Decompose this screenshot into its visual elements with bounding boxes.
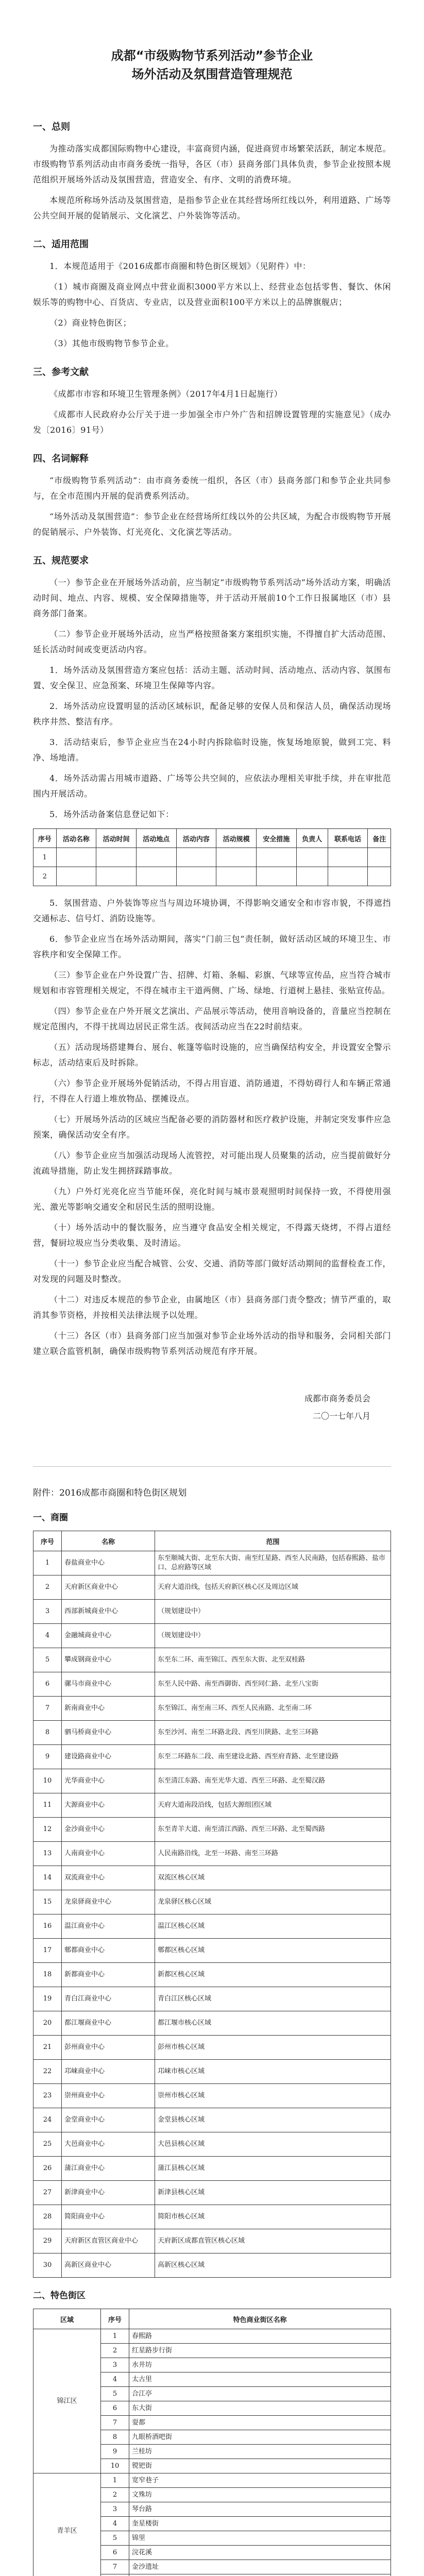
district-range-cell: 高新区核心区域 (155, 2253, 391, 2278)
section-paragraph: （六）参节企业开展场外促销活动，不得占用盲道、消防通道，不得妨碍行人和车辆正常通行，不得在人行道上堆放物品、摆摊设点。 (33, 1078, 391, 1104)
district-range-cell: 青白江区核心区域 (155, 1987, 391, 2011)
table-header-cell: 活动地点 (136, 829, 176, 848)
annex-title: 附件：2016成都市商圈和特色街区规划 (33, 1488, 187, 1498)
title-line-2: 场外活动及氛围营造管理规范 (131, 67, 293, 81)
street-name-cell: 春熙路 (129, 2329, 391, 2344)
section-heading: 一、总则 (33, 122, 70, 132)
district-range-cell: 崇州市核心区域 (155, 2084, 391, 2108)
row-number-cell: 12 (33, 1818, 62, 1842)
row-number-cell: 10 (33, 1769, 62, 1793)
section-paragraph: （四）参节企业在户外开展文艺演出、产品展示等活动，使用音响设备的，音量应当控制在规定范围内，不得干扰周边居民正常生活。夜间活动应当在22时前结束。 (33, 1006, 391, 1031)
street-name-cell: 琴台路 (129, 2502, 391, 2517)
street-name-cell: 镋钯街 (129, 2459, 391, 2473)
row-number-cell: 4 (101, 2517, 129, 2531)
street-name-cell: 锦里 (129, 2531, 391, 2546)
table-header-cell: 序号 (33, 1531, 62, 1551)
table-row (33, 2036, 391, 2060)
row-number-cell: 26 (33, 2157, 62, 2181)
district-name-cell: 金堂商业中心 (62, 2108, 155, 2132)
table-header-cell: 活动名称 (56, 829, 96, 848)
row-number-cell: 17 (33, 1939, 62, 1963)
section-heading: 二、适用范围 (33, 239, 89, 250)
street-name-cell: 红星路步行街 (129, 2344, 391, 2358)
document-title (64, 46, 360, 83)
table-header-cell: 活动时间 (96, 829, 137, 848)
table-row (33, 2011, 391, 2036)
district-range-cell: 东至二环路东二段、南至建设北路、西至府青路、北至建设路 (155, 1745, 391, 1769)
district-range-cell: 大邑县核心区域 (155, 2132, 391, 2157)
section-paragraph: 6．参节企业应当在场外活动期间，落实“门前三包”责任制，做好活动区域的环境卫生、市容秩序和安全保障工作。 (33, 934, 391, 959)
row-number-cell (101, 2574, 129, 2576)
section-paragraph: 《成都市市容和环境卫生管理条例》（2017年4月1日起施行） (49, 389, 283, 399)
section-paragraph: （3）其他市级购物节参节企业。 (49, 338, 174, 348)
district-name-cell: 彭州商业中心 (62, 2036, 155, 2060)
row-number-cell: 3 (33, 1600, 62, 1624)
row-number-cell: 5 (101, 2531, 129, 2546)
table-cell (216, 867, 257, 886)
district-name-cell: 天府新区直管区商业中心 (62, 2229, 155, 2253)
street-name-cell: 文殊坊 (129, 2488, 391, 2502)
row-number-cell: 8 (33, 1721, 62, 1745)
row-number-cell: 18 (33, 1963, 62, 1987)
district-name-cell: 简阳商业中心 (62, 2205, 155, 2229)
district-name-cell: 新都商业中心 (62, 1963, 155, 1987)
table-header-cell: 序号 (33, 829, 57, 848)
row-number-cell: 7 (101, 2560, 129, 2574)
table-cell (368, 867, 391, 886)
district-name-cell: 金沙商业中心 (62, 1818, 155, 1842)
section-paragraph: 5．场外活动备案信息登记如下： (49, 809, 174, 819)
district-range-cell: 东至沙河、南至二环路北段、西至川陕路、北至三环路 (155, 1721, 391, 1745)
table-header-cell: 负责人 (296, 829, 328, 848)
row-number-cell: 21 (33, 2036, 62, 2060)
district-range-cell: （规划建设中） (155, 1600, 391, 1624)
district-name-cell: 建设路商业中心 (62, 1745, 155, 1769)
table-row (33, 1963, 391, 1987)
district-range-cell: 蒲江县核心区域 (155, 2157, 391, 2181)
district-name-cell: 高新区商业中心 (62, 2253, 155, 2278)
district-name-cell: 新南商业中心 (62, 1697, 155, 1721)
row-number-cell: 30 (33, 2253, 62, 2278)
table-row (33, 2253, 391, 2278)
row-number-cell: 9 (33, 1745, 62, 1769)
row-number-cell: 23 (33, 2084, 62, 2108)
table-row (33, 1551, 391, 1575)
section-paragraph: （1）城市商圈及商业网点中营业面积3000平方米以上、经营业态包括零售、餐饮、休闲娱乐等的购物中心、百货店、专业店，以及营业面积100平方米以上的品牌旗舰店； (33, 282, 391, 307)
page-divider (33, 1466, 391, 1467)
section-paragraph: （九）户外灯光亮化应当节能环保，亮化时间与城市景观照明时间保持一致，不得使用强光、激光等影响交通安全和居民生活的照明设施。 (33, 1187, 391, 1212)
district-range-cell: 新津县核心区域 (155, 2181, 391, 2205)
table-cell (296, 867, 328, 886)
table-row (33, 2084, 391, 2108)
table-row (33, 1914, 391, 1939)
district-name-cell: 温江商业中心 (62, 1914, 155, 1939)
district-name-cell: 光华商业中心 (62, 1769, 155, 1793)
table-cell (216, 848, 257, 867)
table-row (33, 1793, 391, 1818)
district-range-cell: 龙泉驿区核心区域 (155, 1890, 391, 1914)
section-paragraph: “场外活动及氛围营造”：参节企业在经营场所红线以外的公共区域，为配合市级购物节开展的促销展示、户外装饰、灯光亮化、文化演艺等活动。 (33, 512, 391, 537)
section-paragraph: （三）参节企业在户外设置广告、招牌、灯箱、条幅、彩旗、气球等宣传品，应当符合城市规划和市容管理相关规定，不得在城市主干道两侧、广场、绿地、行道树上悬挂、张贴宣传品。 (33, 970, 391, 995)
table-cell (96, 848, 137, 867)
district-name-cell: 郫都商业中心 (62, 1939, 155, 1963)
district-range-cell: 天府大道南段沿线，包括大源组团区域 (155, 1793, 391, 1818)
district-range-cell: 邛崃市核心区域 (155, 2060, 391, 2084)
district-name-cell: 天府新区商业中心 (62, 1575, 155, 1600)
row-number-cell: 20 (33, 2011, 62, 2036)
section-paragraph: 1．场外活动及氛围营造方案应包括：活动主题、活动时间、活动地点、活动内容、氛围布置、安全保卫、应急预案、环境卫生保障等内容。 (33, 665, 391, 690)
row-number-cell: 16 (33, 1914, 62, 1939)
activity-registration-table (33, 828, 391, 886)
district-name-cell: 大邑商业中心 (62, 2132, 155, 2157)
street-name-cell: 金沙遗址 (129, 2560, 391, 2574)
table-row (33, 1769, 391, 1793)
row-number-cell: 3 (101, 2502, 129, 2517)
table-cell (328, 867, 368, 886)
table-row (33, 2108, 391, 2132)
section-paragraph: （十一）参节企业应当配合城管、公安、交通、消防等部门做好活动期间的监督检查工作，对发现的问题及时整改。 (33, 1259, 391, 1284)
table-cell (368, 848, 391, 867)
district-range-cell: 双流区核心区域 (155, 1866, 391, 1890)
table-header-cell: 备注 (368, 829, 391, 848)
table-row (33, 1575, 391, 1600)
signature-date: 二〇一七年八月 (312, 1411, 370, 1421)
district-name-cell: 金融城商业中心 (62, 1624, 155, 1648)
row-number-cell: 6 (33, 1672, 62, 1697)
district-range-cell: 郫都区核心区域 (155, 1939, 391, 1963)
section-paragraph: “市级购物节系列活动”：由市商务委统一组织，各区（市）县商务部门和参节企业共同参与，在全市范围内开展的促消费系列活动。 (33, 476, 391, 501)
table-cell (176, 848, 216, 867)
row-number-cell: 1 (101, 2329, 129, 2344)
district-name-cell: 新津商业中心 (62, 2181, 155, 2205)
table-row (33, 2229, 391, 2253)
district-range-cell: 彭州市核心区域 (155, 2036, 391, 2060)
table-cell (328, 848, 368, 867)
section-paragraph: （七）开展场外活动的区域应当配备必要的消防器材和医疗救护设施，并制定突发事件应急预案，确保活动安全有序。 (33, 1114, 391, 1140)
row-number-cell: 27 (33, 2181, 62, 2205)
table-header-cell: 名称 (62, 1531, 155, 1551)
table-row (33, 2060, 391, 2084)
district-range-cell: 金堂县核心区域 (155, 2108, 391, 2132)
table-header-cell: 区域 (33, 2309, 101, 2329)
row-number-cell: 25 (33, 2132, 62, 2157)
section-heading: 四、名词解释 (33, 453, 89, 464)
section-paragraph: 4．场外活动需占用城市道路、广场等公共空间的，应依法办理相关审批手续，并在审批范围内开展活动。 (33, 773, 391, 799)
table-header-cell: 活动规模 (216, 829, 257, 848)
district-name-cell: 驷马桥商业中心 (62, 1721, 155, 1745)
section-paragraph: （八）参节企业应当加强活动现场人流管控，对可能出现人员聚集的活动，应当提前做好分流疏导措施，防止发生拥挤踩踏事故。 (33, 1150, 391, 1176)
table-cell (136, 867, 176, 886)
district-name-cell: 邛崃商业中心 (62, 2060, 155, 2084)
street-name-cell: 浣花溪 (129, 2546, 391, 2560)
row-number-cell: 4 (33, 1624, 62, 1648)
row-number-cell: 10 (101, 2459, 129, 2473)
table-cell: 1 (33, 848, 57, 867)
district-name-cell: 崇州商业中心 (62, 2084, 155, 2108)
district-range-cell: 都江堰市核心区域 (155, 2011, 391, 2036)
section-paragraph: （五）活动现场搭建舞台、展台、帐篷等临时设施的，应当确保结构安全，并设置安全警示标志，活动结束后及时拆除。 (33, 1042, 391, 1067)
row-number-cell: 9 (101, 2445, 129, 2459)
signature-block (33, 1390, 370, 1425)
table-row (33, 1745, 391, 1769)
district-name-cell: 西部新城商业中心 (62, 1600, 155, 1624)
street-name-cell: 东大街 (129, 2401, 391, 2416)
district-range-cell: 东至清江东路、南至光华大道、西至三环路、北至蜀汉路 (155, 1769, 391, 1793)
row-number-cell: 1 (33, 1551, 62, 1575)
district-name-cell: 人南商业中心 (62, 1842, 155, 1866)
district-name-cell: 都江堰商业中心 (62, 2011, 155, 2036)
row-number-cell: 2 (101, 2488, 129, 2502)
table-cell (176, 867, 216, 886)
table-row (33, 1721, 391, 1745)
activity-registration-header (33, 829, 391, 848)
row-number-cell: 28 (33, 2205, 62, 2229)
title-line-1: 成都“市级购物节系列活动”参节企业 (111, 48, 313, 63)
business-district-table (33, 1531, 391, 2278)
street-name-cell: 太古里 (129, 2372, 391, 2387)
district-name-cell: 蒲江商业中心 (62, 2157, 155, 2181)
district-range-cell: 人民南路沿线，北至一环路、南至三环路 (155, 1842, 391, 1866)
signature-org: 成都市商务委员会 (304, 1394, 370, 1403)
row-number-cell: 13 (33, 1842, 62, 1866)
table-row (33, 1842, 391, 1866)
street-name-cell: 宽窄巷子 (129, 2473, 391, 2488)
area-cell: 锦江区 (33, 2329, 101, 2473)
district-range-cell: 东至锦江、南至南三环、西至人民南路、北至南二环 (155, 1697, 391, 1721)
table-header-cell: 活动内容 (176, 829, 216, 848)
district-range-cell: 东至青羊大道、南至清江西路、西至三环路、北至蜀西路 (155, 1818, 391, 1842)
section-paragraph: （2）商业特色街区； (49, 318, 132, 328)
table-cell (56, 848, 96, 867)
annex-section-1-label: 一、商圈 (33, 1513, 68, 1523)
row-number-cell: 2 (33, 1575, 62, 1600)
table-cell (296, 848, 328, 867)
street-name-cell: 合江亭 (129, 2387, 391, 2401)
table-row (33, 1866, 391, 1890)
table-row (33, 1624, 391, 1648)
district-name-cell: 龙泉驿商业中心 (62, 1890, 155, 1914)
district-name-cell: 双流商业中心 (62, 1866, 155, 1890)
street-name-cell: 奎星楼街 (129, 2517, 391, 2531)
table-cell (96, 867, 137, 886)
district-name-cell: 春盐商业中心 (62, 1551, 155, 1575)
district-name-cell: 攀成钢商业中心 (62, 1648, 155, 1672)
row-number-cell: 5 (101, 2387, 129, 2401)
section-paragraph: 5．氛围营造、户外装饰等应当与周边环境协调，不得影响交通安全和市容市貌，不得遮挡交通标志、信号灯、消防设施等。 (33, 898, 391, 923)
district-range-cell: 天府新区成都直管区核心区域 (155, 2229, 391, 2253)
table-row (33, 1648, 391, 1672)
street-name-cell: 兰桂坊 (129, 2445, 391, 2459)
district-range-cell: 东至人民中路、南至西御街、西至同仁路、北至八宝街 (155, 1672, 391, 1697)
row-number-cell: 11 (33, 1793, 62, 1818)
table-row (33, 2329, 391, 2344)
table-cell (256, 848, 296, 867)
feature-street-table (33, 2309, 391, 2576)
row-number-cell: 24 (33, 2108, 62, 2132)
district-range-cell: 东至顺城大街、北至东大街、南至红星路、西至人民南路，包括春熙路、盐市口、总府路等区域 (155, 1551, 391, 1575)
section-paragraph: 2．场外活动应设置明显的活动区域标识，配备足够的安保人员和保洁人员，确保活动现场秩序井然、整洁有序。 (33, 701, 391, 726)
row-number-cell: 7 (33, 1697, 62, 1721)
row-number-cell: 14 (33, 1866, 62, 1890)
district-range-cell: 东至东二环、南至锦江、西至东大街、北至双桂路 (155, 1648, 391, 1672)
row-number-cell: 29 (33, 2229, 62, 2253)
section-paragraph: （一）参节企业在开展场外活动前，应当制定“市级购物节系列活动”场外活动方案，明确活动时间、地点、内容、规模、安全保障措施等，并于活动开展前10个工作日报属地区（市）县商务部门备案。 (33, 578, 391, 618)
table-row (33, 2181, 391, 2205)
table-header-cell: 范围 (155, 1531, 391, 1551)
table-header-cell: 特色商业街区名称 (129, 2309, 391, 2329)
row-number-cell: 8 (101, 2430, 129, 2445)
table-cell (56, 867, 96, 886)
annex-section-2-label: 二、特色街区 (33, 2291, 86, 2301)
district-range-cell: 天府大道沿线，包括天府新区核心区及周边区域 (155, 1575, 391, 1600)
table-row (33, 1890, 391, 1914)
section-heading: 五、规范要求 (33, 555, 89, 566)
table-row (33, 2132, 391, 2157)
section-paragraph: 3．活动结束后，参节企业应当在24小时内拆除临时设施，恢复场地原貌，做到工完、料净、场地清。 (33, 737, 391, 762)
street-name-cell (129, 2574, 391, 2576)
table-cell (136, 848, 176, 867)
section-heading: 三、参考文献 (33, 367, 89, 378)
street-name-cell: 水井坊 (129, 2358, 391, 2372)
table-row (33, 1697, 391, 1721)
district-range-cell: 温江区核心区域 (155, 1914, 391, 1939)
body-sections (33, 120, 391, 1359)
row-number-cell: 1 (101, 2473, 129, 2488)
table-header-cell: 联系电话 (328, 829, 368, 848)
table-row (33, 848, 391, 867)
business-district-table-header (33, 1531, 391, 1551)
street-name-cell: 九眼桥酒吧街 (129, 2430, 391, 2445)
section-paragraph: 《成都市人民政府办公厅关于进一步加强全市户外广告和招牌设置管理的实施意见》（成办发〔2016〕91号） (33, 410, 391, 435)
table-row (33, 1818, 391, 1842)
table-cell (256, 867, 296, 886)
table-row (33, 2205, 391, 2229)
area-cell: 青羊区 (33, 2473, 101, 2576)
district-name-cell: 青白江商业中心 (62, 1987, 155, 2011)
feature-street-table-header (33, 2309, 391, 2329)
district-name-cell: 骡马市商业中心 (62, 1672, 155, 1697)
row-number-cell: 6 (101, 2401, 129, 2416)
table-row (33, 1672, 391, 1697)
row-number-cell: 15 (33, 1890, 62, 1914)
section-paragraph: 1．本规范适用于《2016成都市商圈和特色街区规划》（见附件）中： (49, 261, 311, 271)
row-number-cell: 6 (101, 2546, 129, 2560)
table-row (33, 867, 391, 886)
section-paragraph: 为推动落实成都国际购物中心建设，丰富商贸内涵，促进商贸市场繁荣活跃，制定本规范。市级购物节系列活动由市商务委统一指导，各区（市）县商务部门具体负责，参节企业按照本规范组织开展场外活动及氛围营造，营造安全、有序、文明的消费环境。 (33, 144, 391, 184)
section-paragraph: （十）场外活动中的餐饮服务，应当遵守食品安全相关规定，不得露天烧烤，不得占道经营，餐厨垃圾应当分类收集、及时清运。 (33, 1223, 391, 1248)
district-name-cell: 大源商业中心 (62, 1793, 155, 1818)
row-number-cell: 7 (101, 2416, 129, 2430)
table-header-cell: 序号 (101, 2309, 129, 2329)
table-row (33, 1939, 391, 1963)
section-paragraph: （十二）对违反本规范的参节企业，由属地区（市）县商务部门责令整改；情节严重的，取消其参节资格，并按相关法律法规予以处理。 (33, 1295, 391, 1320)
table-row (33, 2157, 391, 2181)
table-row (33, 1987, 391, 2011)
section-paragraph: （二）参节企业开展场外活动，应当严格按照备案方案组织实施，不得擅自扩大活动范围、延长活动时间或变更活动内容。 (33, 629, 391, 654)
row-number-cell: 19 (33, 1987, 62, 2011)
street-name-cell: 耍都 (129, 2416, 391, 2430)
section-paragraph: （十三）各区（市）县商务部门应当加强对参节企业场外活动的指导和服务，会同相关部门建立联合监管机制，确保市级购物节系列活动规范有序开展。 (33, 1331, 391, 1356)
district-range-cell: 新都区核心区域 (155, 1963, 391, 1987)
row-number-cell: 2 (101, 2344, 129, 2358)
table-cell: 2 (33, 867, 57, 886)
table-row (33, 1600, 391, 1624)
section-paragraph: 本规范所称场外活动及氛围营造，是指参节企业在其经营场所红线以外，利用道路、广场等公共空间开展的促销展示、文化演艺、户外装饰等活动。 (33, 195, 391, 221)
row-number-cell: 22 (33, 2060, 62, 2084)
district-range-cell: 简阳市核心区域 (155, 2205, 391, 2229)
district-range-cell: （规划建设中） (155, 1624, 391, 1648)
row-number-cell: 5 (33, 1648, 62, 1672)
row-number-cell: 4 (101, 2372, 129, 2387)
row-number-cell: 3 (101, 2358, 129, 2372)
table-row (33, 2473, 391, 2488)
table-header-cell: 安全措施 (256, 829, 296, 848)
